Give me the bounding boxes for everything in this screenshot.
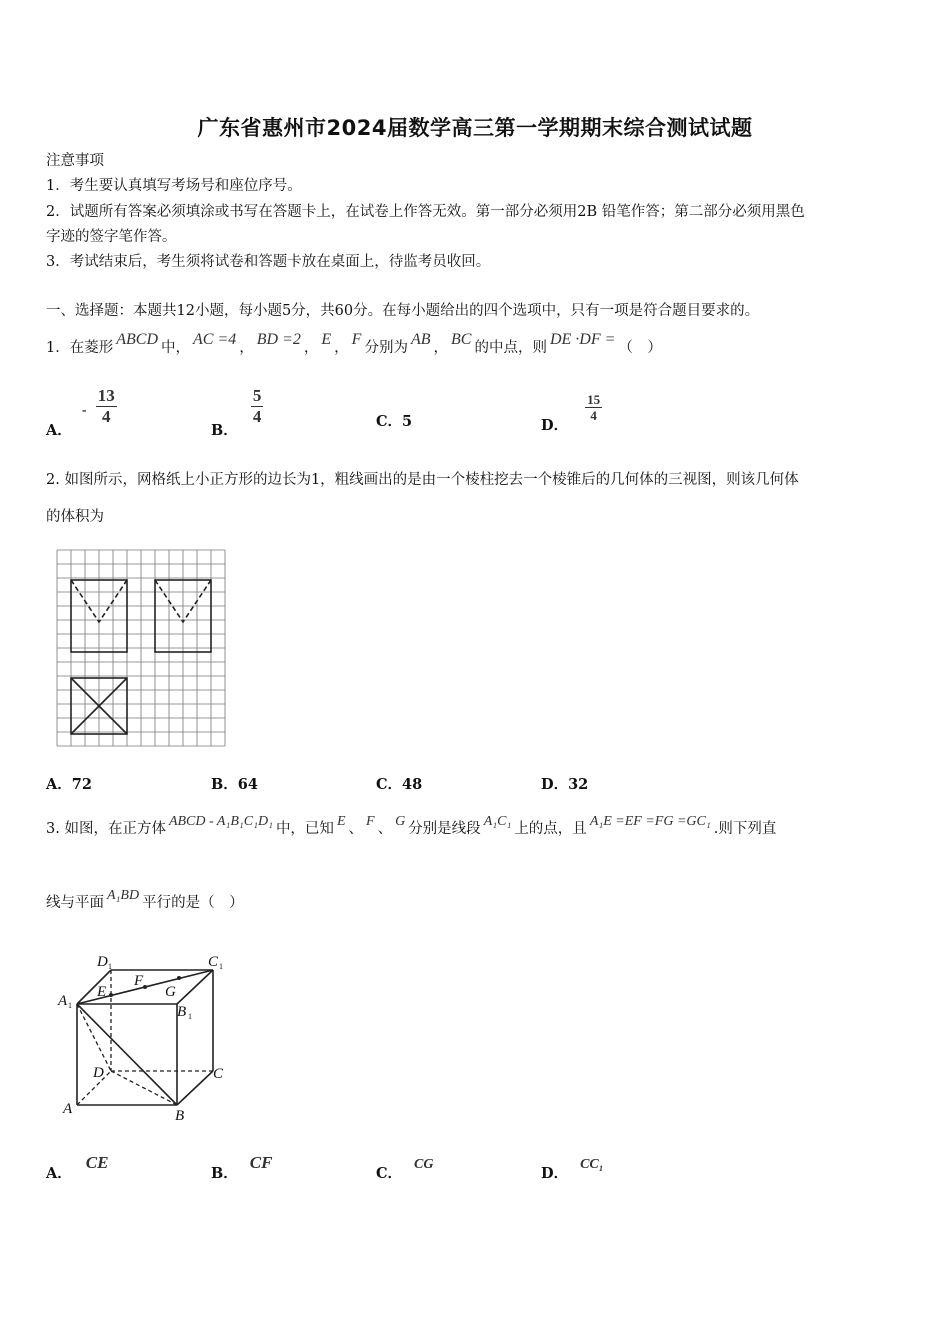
- question-1-option-b[interactable]: B． $\frac{5}{4}$: [211, 386, 262, 439]
- question-2-option-b[interactable]: B．64: [211, 776, 258, 793]
- label-f: F: [134, 973, 144, 989]
- question-1-option-a[interactable]: A．- $\frac{13}{4}$: [46, 386, 115, 439]
- svg-text:1: 1: [68, 1001, 72, 1010]
- section-heading: 一、选择题：本题共12小题，每小题5分，共60分。在每小题给出的四个选项中，只有一项是符合题目要求的。: [46, 303, 760, 319]
- question-1-stem: 1．在菱形 ABCD 中， AC =4 ， BD =2 ， E ， F 分别为 AB ， BC 的中点，则 DE ·DF = （ ）: [46, 331, 662, 356]
- label-d1: D: [97, 954, 108, 970]
- label-a1: A: [58, 993, 68, 1009]
- svg-text:1: 1: [219, 962, 223, 971]
- notice-item: 字迹的签字笔作答。: [46, 229, 177, 245]
- label-a: A: [63, 1101, 73, 1117]
- label-c1: C: [208, 954, 219, 970]
- label-b: B: [175, 1108, 185, 1124]
- three-view-figure: [55, 548, 231, 752]
- question-3-option-c[interactable]: C．CG: [376, 1157, 434, 1182]
- label-c: C: [213, 1066, 224, 1082]
- question-1-option-d[interactable]: D． $\frac{15}{4}$: [541, 392, 601, 434]
- question-2-option-d[interactable]: D．32: [541, 776, 589, 793]
- notice-item: 3．考试结束后，考生须将试卷和答题卡放在桌面上，待监考员收回。: [46, 254, 491, 270]
- label-b1: B: [177, 1004, 187, 1020]
- question-3-option-d[interactable]: D．CC₁: [541, 1157, 604, 1182]
- question-2-stem: 2. 如图所示，网格纸上小正方形的边长为1，粗线画出的是由一个棱柱挖去一个棱锥后的几何体的三视图，则该几何体: [46, 472, 799, 488]
- question-2-option-c[interactable]: C．48: [376, 776, 423, 793]
- label-g: G: [165, 984, 176, 1000]
- question-1-option-c[interactable]: C．5: [376, 413, 413, 430]
- question-3-option-a[interactable]: A．CE: [46, 1153, 109, 1182]
- label-e: E: [97, 984, 107, 1000]
- question-3-option-b[interactable]: B．CF: [211, 1153, 273, 1182]
- page-title: 广东省惠州市2024届数学高三第一学期期末综合测试试题: [197, 116, 753, 140]
- notice-item: 2．试题所有答案必须填涂或书写在答题卡上，在试卷上作答无效。第一部分必须用2B 铅笔作答；第二部分必须用黑色: [46, 204, 805, 220]
- notice-heading: 注意事项: [46, 153, 104, 169]
- question-2-option-a[interactable]: A．72: [46, 776, 92, 793]
- label-d: D: [93, 1065, 104, 1081]
- notice-item: 1．考生要认真填写考场号和座位序号。: [46, 178, 302, 194]
- question-3-stem: 3. 如图，在正方体 ABCD - A₁B₁C₁D₁ 中，已知 E 、 F 、 G 分别是线段 A₁C₁ 上的点，且 A₁E =EF =FG =GC₁ .则下列直: [46, 814, 777, 837]
- cube-figure: [55, 950, 235, 1130]
- svg-text:1: 1: [108, 962, 112, 971]
- svg-text:1: 1: [188, 1012, 192, 1021]
- question-3-stem-cont: 线与平面 A₁BD 平行的是（ ）: [46, 888, 244, 911]
- question-2-stem-cont: 的体积为: [46, 509, 104, 525]
